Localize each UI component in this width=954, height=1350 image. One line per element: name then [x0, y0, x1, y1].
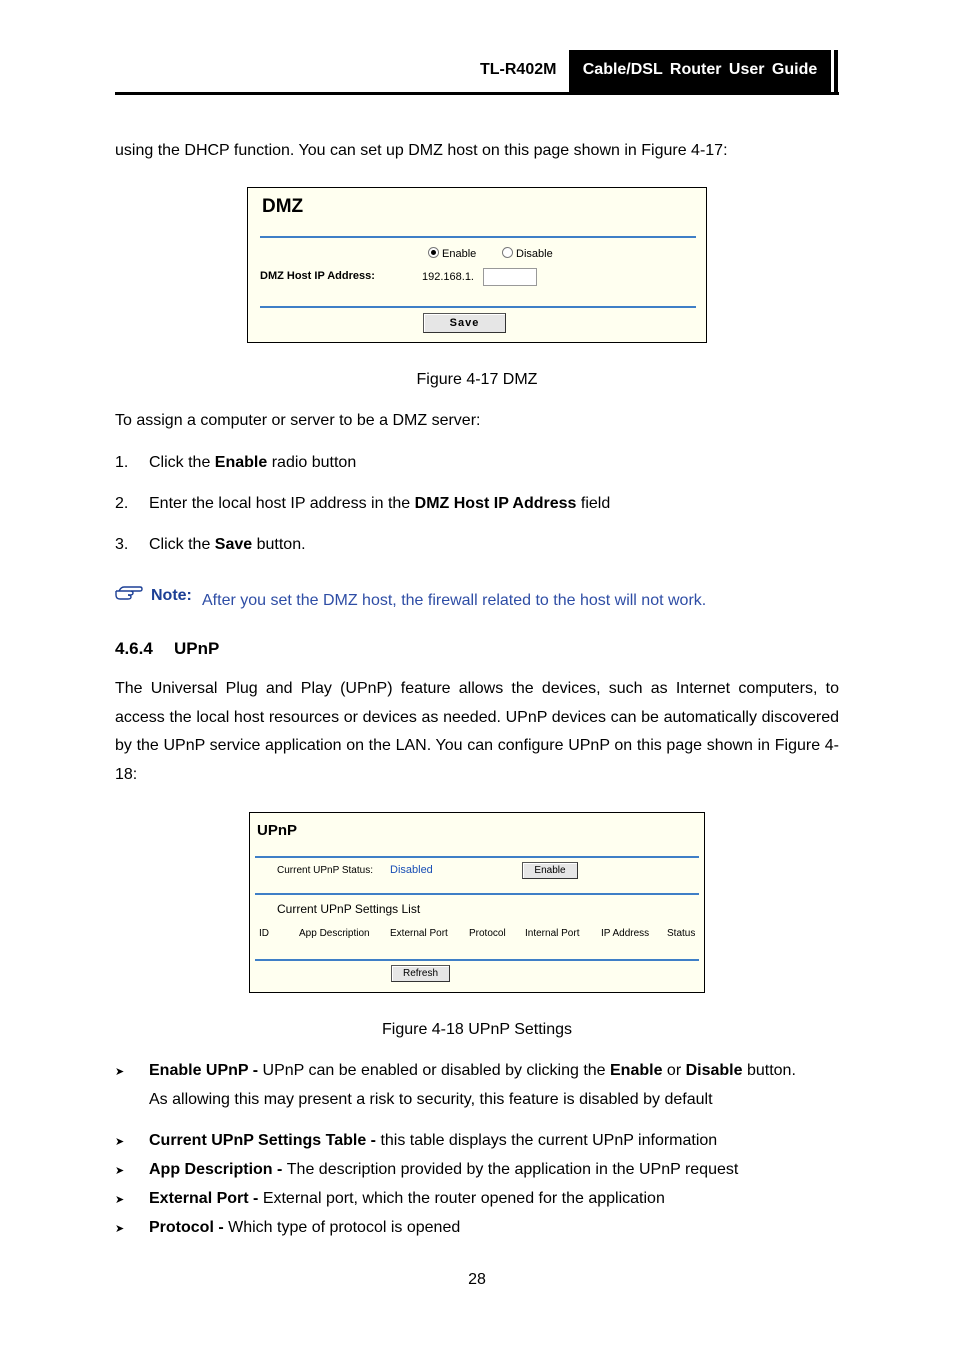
step-text: Click the Enable radio button [149, 454, 357, 471]
arrowhead-bullet-icon: ➤ [115, 1136, 125, 1148]
bullet-enable-upnp: Enable UPnP - UPnP can be enabled or disabled by clicking the Enable or Disable button. [149, 1062, 796, 1079]
upnp-column-app-description: App Description [299, 928, 370, 939]
dmz-top-rule [260, 236, 696, 238]
bullet-enable-upnp-line2: As allowing this may present a risk to security, this feature is disabled by default [149, 1091, 713, 1108]
step-item [115, 454, 357, 472]
upnp-list-title: Current UPnP Settings List [277, 902, 421, 916]
dmz-figure [247, 187, 707, 343]
caption-dmz: Figure 4-17 DMZ [416, 371, 538, 388]
dmz-figure-title: DMZ [262, 196, 304, 217]
section-heading [115, 639, 220, 659]
header-accent-bar [834, 50, 838, 93]
dmz-disable-option[interactable] [502, 247, 553, 260]
bullet-settings-table: Current UPnP Settings Table - this table displays the current UPnP information [149, 1132, 718, 1149]
header-guide-title: Cable/DSL Router User Guide [569, 50, 831, 93]
upnp-column-protocol: Protocol [469, 928, 506, 939]
step-item [115, 495, 611, 513]
upnp-column-id: ID [259, 928, 269, 939]
upnp-rule-1 [255, 856, 699, 858]
upnp-column-ip-address: IP Address [601, 928, 650, 939]
disable-radio-icon[interactable] [502, 247, 513, 258]
dmz-bottom-rule [260, 306, 696, 308]
dmz-enable-option[interactable] [428, 247, 476, 260]
upnp-enable-button[interactable]: Enable [522, 862, 578, 879]
pointing-hand-icon [115, 585, 143, 601]
upnp-figure [249, 812, 705, 993]
upnp-rule-3 [255, 959, 699, 961]
section-number: 4.6.4 [115, 639, 153, 658]
step-number: 1. [115, 454, 129, 471]
caption-upnp: Figure 4-18 UPnP Settings [381, 1021, 573, 1038]
bullet-protocol: Protocol - Which type of protocol is opened [149, 1219, 461, 1236]
dmz-enable-label: Enable [442, 248, 477, 260]
upnp-figure-title: UPnP [257, 822, 298, 839]
upnp-column-status: Status [667, 928, 696, 939]
arrowhead-bullet-icon: ➤ [115, 1194, 125, 1206]
bullet-app-description: App Description - The description provided by the application in the UPnP request [149, 1161, 739, 1178]
upnp-column-internal-port: Internal Port [525, 928, 580, 939]
assign-intro: To assign a computer or server to be a DMZ server: [115, 412, 481, 429]
page-number: 28 [468, 1271, 486, 1288]
dmz-ip-prefix: 192.168.1. [422, 271, 474, 283]
arrowhead-bullet-icon: ➤ [115, 1165, 125, 1177]
upnp-status-label: Current UPnP Status: [277, 865, 373, 876]
intro-line: using the DHCP function. You can set up DMZ host on this page shown in Figure 4-17: [115, 142, 728, 159]
note-text: After you set the DMZ host, the firewall related to the host will not work. [202, 592, 707, 609]
dmz-disable-label: Disable [516, 248, 553, 260]
step-number: 2. [115, 495, 129, 512]
upnp-rule-2 [255, 893, 699, 895]
header-rule [115, 92, 839, 95]
upnp-status-value: Disabled [390, 864, 433, 876]
step-number: 3. [115, 536, 129, 553]
upnp-refresh-button[interactable]: Refresh [391, 965, 450, 982]
upnp-paragraph: The Universal Plug and Play (UPnP) feature allows the devices, such as Internet computers, to access the local host resources or devices as needed. UPnP devices can be automatically discovered by the UPnP service application on the LAN. You can configure UPnP on this page shown in Figure 4-18: [115, 680, 839, 784]
upnp-column-external-port: External Port [390, 928, 448, 939]
step-text: Enter the local host IP address in the DMZ Host IP Address field [149, 495, 611, 512]
note-label: Note: [151, 587, 192, 604]
dmz-host-ip-input[interactable] [483, 268, 537, 286]
arrowhead-bullet-icon: ➤ [115, 1223, 125, 1235]
dmz-host-ip-label: DMZ Host IP Address: [260, 270, 375, 282]
header-model: TL-R402M [480, 61, 557, 78]
dmz-save-button[interactable]: Save [423, 313, 506, 333]
bullet-external-port: External Port - External port, which the router opened for the application [149, 1190, 665, 1207]
step-text: Click the Save button. [149, 536, 306, 553]
arrowhead-bullet-icon: ➤ [115, 1066, 125, 1078]
section-title: UPnP [174, 639, 220, 658]
step-item [115, 536, 306, 554]
enable-radio-icon[interactable] [428, 247, 439, 258]
